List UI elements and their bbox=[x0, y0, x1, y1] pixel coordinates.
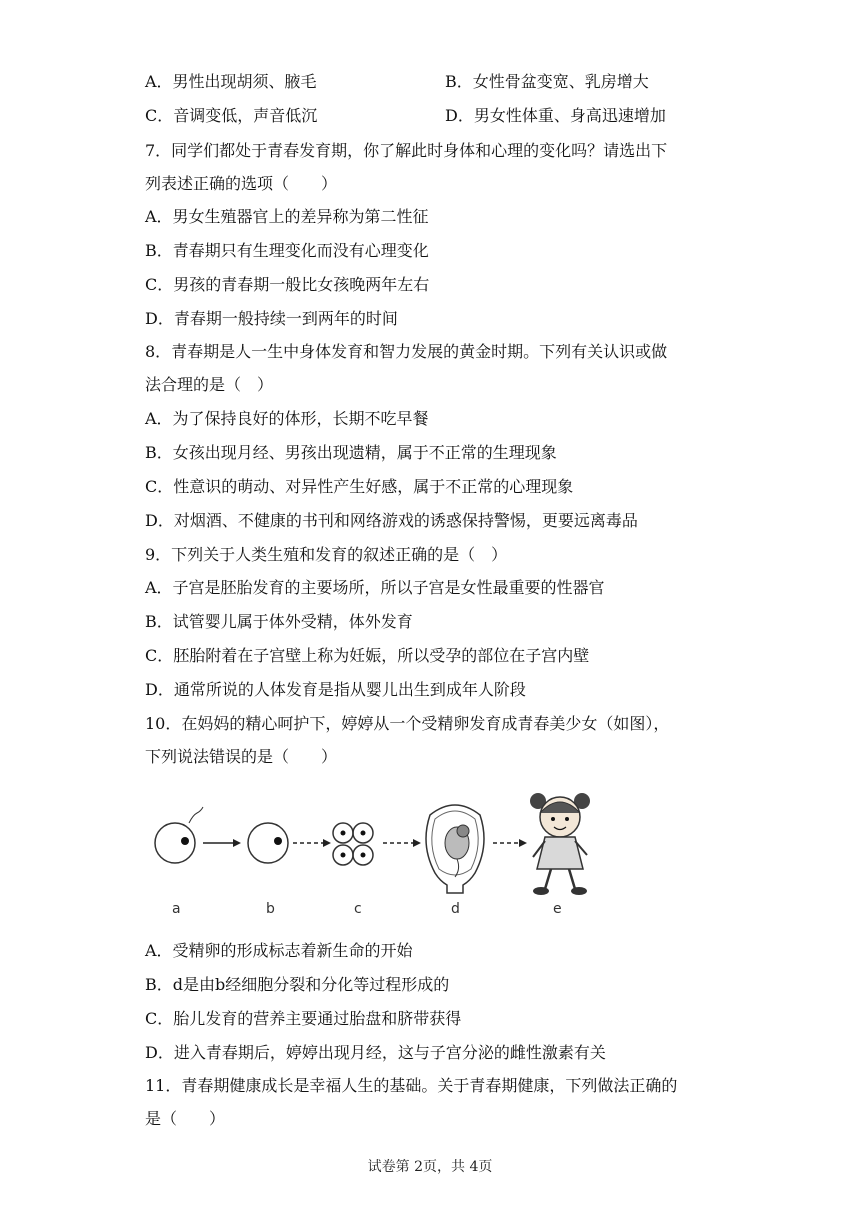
q10-option-c: C．胎儿发育的营养主要通过胎盘和脐带获得 bbox=[145, 1009, 462, 1028]
q7-option-a: A．男女生殖器官上的差异称为第二性征 bbox=[145, 207, 429, 226]
cell-division-icon bbox=[333, 823, 373, 865]
q6-option-b: B．女性骨盆变宽、乳房增大 bbox=[445, 72, 649, 91]
q10-option-a: A．受精卵的形成标志着新生命的开始 bbox=[145, 941, 413, 960]
q8-option-d: D．对烟酒、不健康的书刊和网络游戏的诱惑保持警惕，更要远离毒品 bbox=[145, 511, 638, 530]
q10-option-d: D．进入青春期后，婷婷出现月经，这与子宫分泌的雌性激素有关 bbox=[145, 1043, 606, 1062]
figure-label-b: b bbox=[266, 901, 275, 917]
fertilized-egg-icon bbox=[155, 807, 203, 863]
q8-option-b: B．女孩出现月经、男孩出现遗精，属于不正常的生理现象 bbox=[145, 443, 557, 462]
q10-option-b: B．d是由b经细胞分裂和分化等过程形成的 bbox=[145, 975, 450, 994]
q7-stem-line2: 列表述正确的选项（ ） bbox=[145, 174, 338, 193]
figure-label-a: a bbox=[172, 901, 181, 917]
arrow-icon bbox=[203, 839, 241, 847]
figure-label-e: e bbox=[553, 901, 562, 917]
q6-option-d: D．男女性体重、身高迅速增加 bbox=[445, 106, 666, 125]
development-figure bbox=[145, 785, 615, 925]
q7-option-d: D．青春期一般持续一到两年的时间 bbox=[145, 309, 398, 328]
q9-option-d: D．通常所说的人体发育是指从婴儿出生到成年人阶段 bbox=[145, 680, 526, 699]
dashed-arrow-icon bbox=[383, 839, 421, 847]
q7-option-c: C．男孩的青春期一般比女孩晚两年左右 bbox=[145, 275, 430, 294]
q6-option-a: A．男性出现胡须、腋毛 bbox=[145, 72, 317, 91]
q8-stem-line2: 法合理的是（ ） bbox=[145, 375, 274, 394]
girl-icon bbox=[530, 793, 590, 895]
figure-label-c: c bbox=[354, 901, 362, 917]
q9-stem: 9．下列关于人类生殖和发育的叙述正确的是（ ） bbox=[145, 545, 508, 564]
q11-stem-line2: 是（ ） bbox=[145, 1109, 226, 1128]
q11-stem-line1: 11．青春期健康成长是幸福人生的基础。关于青春期健康，下列做法正确的 bbox=[145, 1076, 678, 1095]
q8-stem-line1: 8．青春期是人一生中身体发育和智力发展的黄金时期。下列有关认识或做 bbox=[145, 342, 668, 361]
q9-option-a: A．子宫是胚胎发育的主要场所，所以子宫是女性最重要的性器官 bbox=[145, 578, 605, 597]
zygote-icon bbox=[248, 823, 288, 863]
q9-option-b: B．试管婴儿属于体外受精，体外发育 bbox=[145, 612, 413, 631]
q6-option-c: C．音调变低，声音低沉 bbox=[145, 106, 318, 125]
q9-option-c: C．胚胎附着在子宫壁上称为妊娠，所以受孕的部位在子宫内壁 bbox=[145, 646, 590, 665]
dashed-arrow-icon bbox=[493, 839, 527, 847]
figure-label-d: d bbox=[451, 901, 460, 917]
q10-stem-line1: 10．在妈妈的精心呵护下，婷婷从一个受精卵发育成青春美少女（如图）， bbox=[145, 714, 670, 733]
q10-stem-line2: 下列说法错误的是（ ） bbox=[145, 747, 338, 766]
q7-option-b: B．青春期只有生理变化而没有心理变化 bbox=[145, 241, 429, 260]
dashed-arrow-icon bbox=[293, 839, 331, 847]
q8-option-c: C．性意识的萌动、对异性产生好感，属于不正常的心理现象 bbox=[145, 477, 574, 496]
fetus-in-uterus-icon bbox=[426, 805, 484, 893]
q7-stem-line1: 7．同学们都处于青春发育期，你了解此时身体和心理的变化吗？请选出下 bbox=[145, 141, 668, 160]
q8-option-a: A．为了保持良好的体形，长期不吃早餐 bbox=[145, 409, 429, 428]
page-footer: 试卷第 2页，共 4页 bbox=[367, 1159, 493, 1175]
